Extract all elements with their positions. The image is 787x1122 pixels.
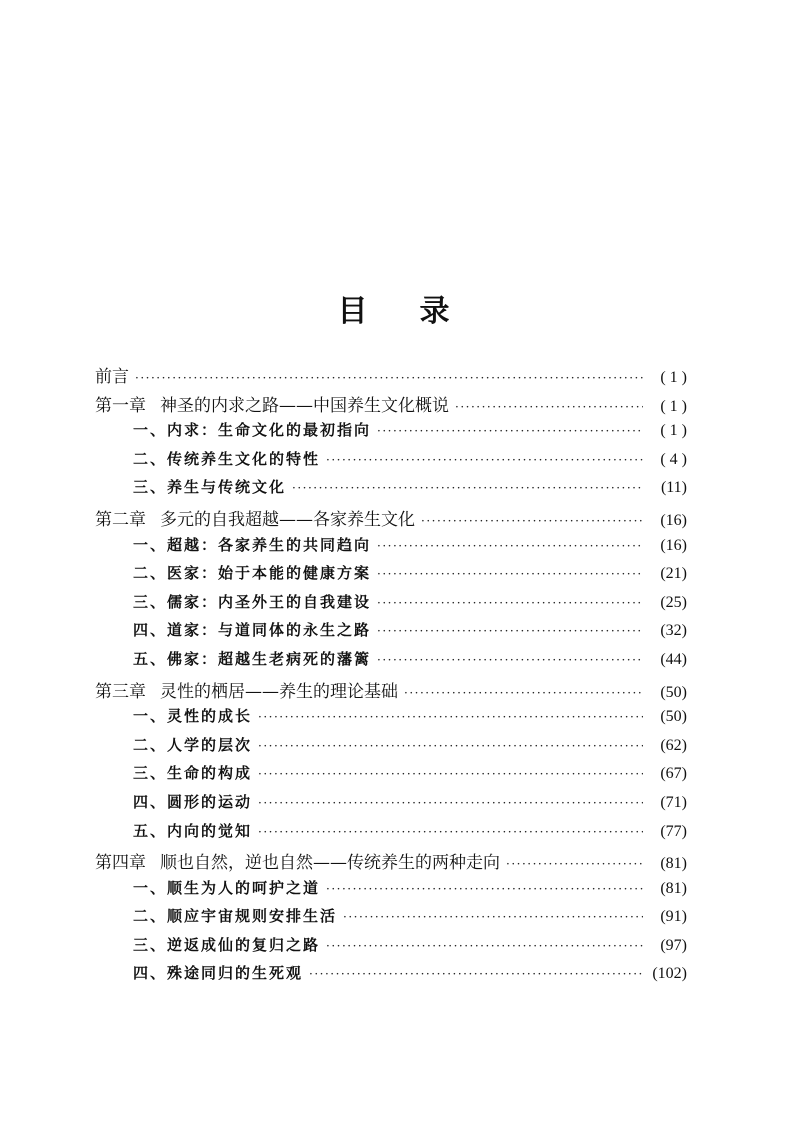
page-number: ( 1 ) (660, 422, 687, 440)
table-of-contents (95, 362, 687, 991)
entry-title: 一、超越：各家养生的共同趋向 (133, 535, 372, 554)
toc-section-entry[interactable] (95, 619, 687, 648)
dot-leader (292, 481, 643, 495)
toc-section-entry[interactable] (95, 734, 687, 763)
dot-leader (326, 453, 643, 467)
toc-section-entry[interactable] (95, 591, 687, 620)
chapter-number: 第二章 (95, 509, 146, 530)
dot-leader (377, 653, 643, 667)
page-number: (77) (660, 822, 687, 840)
entry-title: 四、圆形的运动 (133, 792, 253, 811)
dot-leader (421, 514, 643, 528)
page-number: ( 1 ) (660, 369, 687, 386)
toc-section-entry[interactable] (95, 476, 687, 505)
dot-leader (377, 567, 643, 581)
entry-title: 二、人学的层次 (133, 735, 253, 754)
entry-title: 前言 (95, 367, 129, 387)
toc-section-entry[interactable] (95, 905, 687, 934)
toc-chapter-entry[interactable] (95, 505, 687, 534)
dot-leader (326, 939, 643, 953)
dot-leader (377, 624, 643, 638)
dot-leader (258, 739, 643, 753)
page-number: (25) (660, 593, 687, 611)
page-number: (81) (660, 879, 687, 897)
page-number: (97) (660, 936, 687, 954)
entry-title: 三、养生与传统文化 (133, 478, 287, 497)
toc-chapter-entry[interactable] (95, 848, 687, 877)
chapter-number: 第四章 (95, 853, 146, 874)
dot-leader (258, 796, 643, 810)
entry-title: 二、传统养生文化的特性 (133, 449, 321, 468)
page-number: (32) (660, 622, 687, 640)
page-number: (11) (660, 479, 687, 497)
dot-leader (326, 882, 643, 896)
page-number: (50) (660, 708, 687, 726)
page-number: (71) (660, 793, 687, 811)
dot-leader (309, 967, 643, 981)
entry-title: 顺也自然，逆也自然——传统养生的两种走向 (160, 853, 500, 874)
entry-title: 五、内向的觉知 (133, 821, 253, 840)
toc-section-entry[interactable] (95, 448, 687, 477)
page-number: (81) (660, 855, 687, 873)
page-number: (67) (660, 765, 687, 783)
page-number: (44) (660, 650, 687, 668)
entry-title: 三、儒家：内圣外王的自我建设 (133, 592, 372, 611)
toc-section-entry[interactable] (95, 791, 687, 820)
dot-leader (258, 825, 643, 839)
page-number: ( 4 ) (660, 450, 687, 468)
toc-section-entry[interactable] (95, 705, 687, 734)
dot-leader (377, 424, 643, 438)
page-number: (102) (652, 965, 687, 983)
toc-section-entry[interactable] (95, 648, 687, 677)
dot-leader (258, 767, 643, 781)
page-title (0, 286, 787, 330)
entry-title: 三、生命的构成 (133, 764, 253, 783)
toc-chapter-entry[interactable] (95, 362, 687, 391)
toc-section-entry[interactable] (95, 534, 687, 563)
dot-leader (404, 686, 643, 700)
entry-title: 一、灵性的成长 (133, 707, 253, 726)
entry-title: 灵性的栖居——养生的理论基础 (160, 681, 398, 702)
title-char: 目 (337, 294, 420, 330)
toc-section-entry[interactable] (95, 934, 687, 963)
chapter-number: 第三章 (95, 681, 146, 702)
page-number: (16) (660, 536, 687, 554)
toc-section-entry[interactable] (95, 419, 687, 448)
toc-chapter-entry[interactable] (95, 677, 687, 706)
entry-title: 二、医家：始于本能的健康方案 (133, 564, 372, 583)
entry-title: 五、佛家：超越生老病死的藩篱 (133, 649, 372, 668)
toc-section-entry[interactable] (95, 820, 687, 849)
page-number: (91) (660, 908, 687, 926)
dot-leader (377, 539, 643, 553)
dot-leader (455, 400, 643, 414)
page-number: (50) (660, 683, 687, 701)
toc-section-entry[interactable] (95, 762, 687, 791)
dot-leader (258, 710, 643, 724)
entry-title: 多元的自我超越——各家养生文化 (160, 509, 415, 530)
entry-title: 二、顺应宇宙规则安排生活 (133, 907, 338, 926)
dot-leader (343, 910, 643, 924)
dot-leader (506, 857, 643, 871)
toc-section-entry[interactable] (95, 562, 687, 591)
toc-section-entry[interactable] (95, 877, 687, 906)
entry-title: 一、顺生为人的呵护之道 (133, 878, 321, 897)
page-number: ( 1 ) (660, 397, 687, 415)
page-number: (21) (660, 565, 687, 583)
entry-title: 一、内求：生命文化的最初指向 (133, 421, 372, 440)
entry-title: 四、殊途同归的生死观 (133, 964, 304, 983)
page-number: (62) (660, 736, 687, 754)
dot-leader (135, 371, 643, 385)
toc-section-entry[interactable] (95, 962, 687, 991)
dot-leader (377, 596, 643, 610)
chapter-number: 第一章 (95, 395, 146, 416)
toc-chapter-entry[interactable] (95, 391, 687, 420)
page-number: (16) (660, 511, 687, 529)
entry-title: 三、逆返成仙的复归之路 (133, 935, 321, 954)
entry-title: 神圣的内求之路——中国养生文化概说 (160, 395, 449, 416)
entry-title: 四、道家：与道同体的永生之路 (133, 621, 372, 640)
title-char: 录 (419, 294, 502, 330)
